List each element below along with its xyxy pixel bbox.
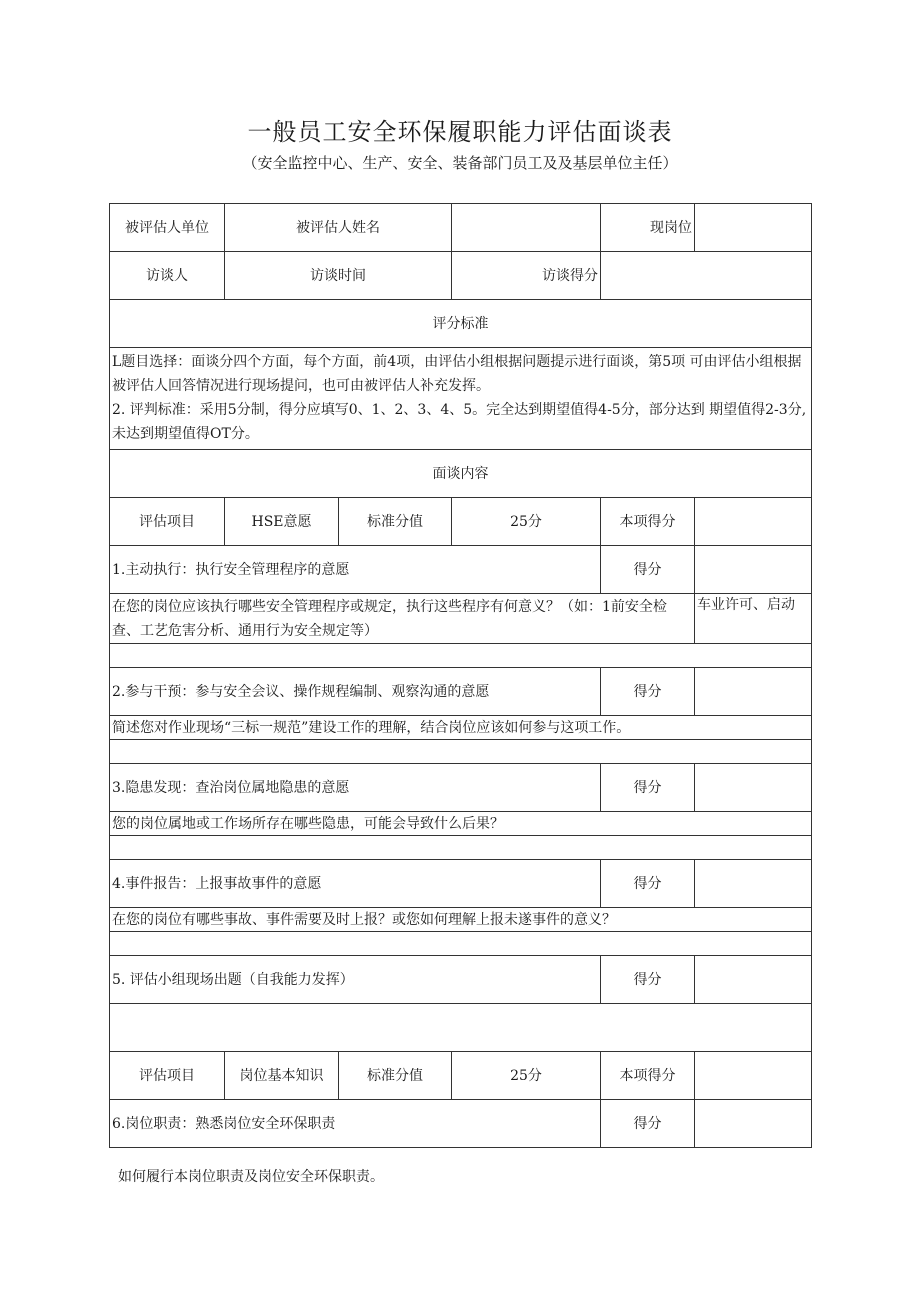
question-4-answer-row	[110, 932, 812, 956]
section1-item-label: 评估项目	[110, 498, 225, 546]
question-2-answer-cell[interactable]	[110, 740, 812, 764]
footer-prompt: 如何履行本岗位职责及岗位安全环保职责。	[118, 1169, 384, 1185]
position-value-cell[interactable]	[695, 204, 812, 252]
question-2-score-label: 得分	[601, 668, 695, 716]
question-3-title: 3.隐患发现：查治岗位属地隐患的意愿	[110, 764, 601, 812]
question-6-row	[110, 1100, 812, 1148]
position-label: 现岗位	[601, 204, 695, 252]
section1-row	[110, 498, 812, 546]
question-3-answer-cell[interactable]	[110, 836, 812, 860]
question-1-prompt-row	[110, 594, 812, 644]
question-1-score-label: 得分	[601, 546, 695, 594]
question-2-row	[110, 668, 812, 716]
criteria-item-1: L题目选择：面谈分四个方面，每个方面，前4项，由评估小组根据问题提示进行面谈，第5项 可由评估小组根据被评估人回答情况进行现场提问，也可由被评估人补充发挥。	[112, 354, 802, 394]
question-2-prompt: 简述您对作业现场“三标一规范”建设工作的理解，结合岗位应该如何参与这项工作。	[110, 716, 812, 740]
document-title: 一般员工安全环保履职能力评估面谈表	[247, 118, 673, 146]
name-value-cell[interactable]	[452, 204, 601, 252]
criteria-body	[110, 348, 812, 450]
criteria-heading-row	[110, 300, 812, 348]
question-5-score-cell[interactable]	[695, 956, 812, 1004]
question-4-answer-cell[interactable]	[110, 932, 812, 956]
question-1-prompt: 在您的岗位应该执行哪些安全管理程序或规定，执行这些程序有何意义？（如：1前安全检查、工艺危害分析、通用行为安全规定等）	[110, 594, 695, 644]
question-5-answer-cell[interactable]	[110, 1004, 812, 1052]
name-label: 被评估人姓名	[225, 204, 452, 252]
section1-score-cell[interactable]	[695, 498, 812, 546]
question-4-score-cell[interactable]	[695, 860, 812, 908]
question-6-title: 6.岗位职责：熟悉岗位安全环保职责	[110, 1100, 601, 1148]
section2-standard-label: 标准分值	[339, 1052, 452, 1100]
question-1-answer-cell[interactable]	[110, 644, 812, 668]
question-3-prompt: 您的岗位属地或工作场所存在哪些隐患，可能会导致什么后果？	[110, 812, 812, 836]
section2-item-label: 评估项目	[110, 1052, 225, 1100]
question-4-prompt-row	[110, 908, 812, 932]
section2-score-cell[interactable]	[695, 1052, 812, 1100]
section2-item-value: 岗位基本知识	[225, 1052, 339, 1100]
question-6-score-label: 得分	[601, 1100, 695, 1148]
section2-row	[110, 1052, 812, 1100]
question-4-score-label: 得分	[601, 860, 695, 908]
question-4-row	[110, 860, 812, 908]
header-row-1	[110, 204, 812, 252]
question-5-row	[110, 956, 812, 1004]
section2-standard-value: 25分	[452, 1052, 601, 1100]
question-2-score-cell[interactable]	[695, 668, 812, 716]
question-5-score-label: 得分	[601, 956, 695, 1004]
question-3-score-label: 得分	[601, 764, 695, 812]
criteria-item-2: 2. 评判标准：采用5分制，得分应填写0、1、2、3、4、5。完全达到期望值得4-5分，部分达到 期望值得2-3分,未达到期望值得OT分。	[112, 402, 807, 442]
section1-score-label: 本项得分	[601, 498, 695, 546]
section2-score-label: 本项得分	[601, 1052, 695, 1100]
question-3-prompt-row	[110, 812, 812, 836]
time-label: 访谈时间	[225, 252, 452, 300]
section1-item-value: HSE意愿	[225, 498, 339, 546]
question-4-title: 4.事件报告：上报事故事件的意愿	[110, 860, 601, 908]
question-3-answer-row	[110, 836, 812, 860]
document-subtitle: （安全监控中心、生产、安全、装备部门员工及及基层单位主任）	[242, 154, 678, 172]
question-2-answer-row	[110, 740, 812, 764]
header-row-2	[110, 252, 812, 300]
interviewer-label: 访谈人	[110, 252, 225, 300]
question-1-row	[110, 546, 812, 594]
score-label: 访谈得分	[452, 252, 601, 300]
question-1-answer-row	[110, 644, 812, 668]
question-2-title: 2.参与干预：参与安全会议、操作规程编制、观察沟通的意愿	[110, 668, 601, 716]
question-3-score-cell[interactable]	[695, 764, 812, 812]
question-2-prompt-row	[110, 716, 812, 740]
interview-heading-row	[110, 450, 812, 498]
question-6-score-cell[interactable]	[695, 1100, 812, 1148]
criteria-body-row	[110, 348, 812, 450]
question-1-score-cell[interactable]	[695, 546, 812, 594]
question-5-answer-row	[110, 1004, 812, 1052]
assessment-form-table	[109, 203, 812, 1148]
question-1-title: 1.主动执行：执行安全管理程序的意愿	[110, 546, 601, 594]
interview-heading: 面谈内容	[110, 450, 812, 498]
criteria-heading: 评分标准	[110, 300, 812, 348]
section1-standard-label: 标准分值	[339, 498, 452, 546]
question-3-row	[110, 764, 812, 812]
score-value-cell[interactable]	[601, 252, 812, 300]
question-5-title: 5. 评估小组现场出题（自我能力发挥）	[110, 956, 601, 1004]
section1-standard-value: 25分	[452, 498, 601, 546]
question-1-side-note: 车业许可、启动	[695, 594, 812, 644]
unit-label: 被评估人单位	[110, 204, 225, 252]
question-4-prompt: 在您的岗位有哪些事故、事件需要及时上报？或您如何理解上报未遂事件的意义？	[110, 908, 812, 932]
